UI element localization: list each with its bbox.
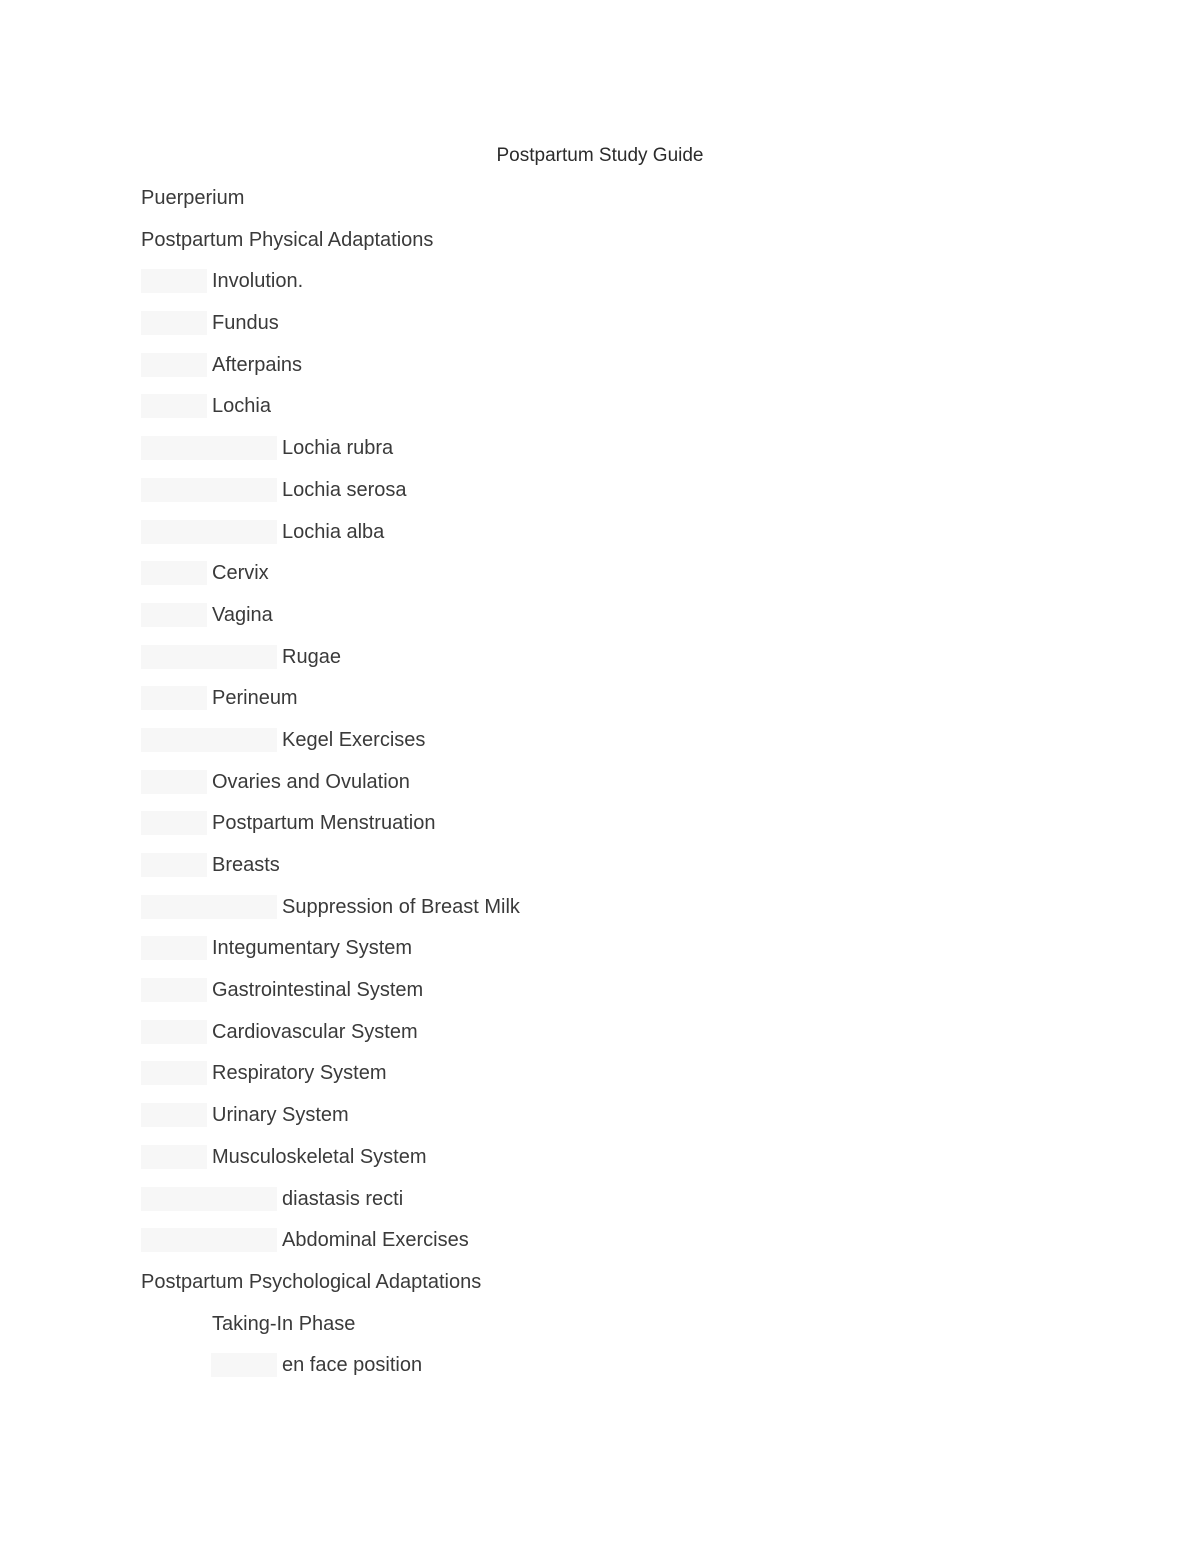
outline-item-text: Lochia serosa xyxy=(282,478,407,501)
outline-item xyxy=(141,894,1041,936)
outline-item xyxy=(141,1186,1041,1228)
outline-item xyxy=(141,685,1041,727)
outline-item xyxy=(141,393,1041,435)
outline-item xyxy=(141,602,1041,644)
outline-item xyxy=(141,1144,1041,1186)
outline-item xyxy=(141,644,1041,686)
outline-item xyxy=(141,477,1041,519)
indent-shading xyxy=(211,1353,277,1377)
indent-shading xyxy=(141,1103,207,1127)
outline-item-text: Vagina xyxy=(212,603,273,626)
outline-item xyxy=(141,352,1041,394)
indent-shading xyxy=(141,1228,277,1252)
indent-shading xyxy=(141,853,207,877)
outline-item-text: Postpartum Psychological Adaptations xyxy=(141,1270,482,1293)
outline-item-text: Abdominal Exercises xyxy=(282,1229,469,1252)
outline-item xyxy=(141,1019,1041,1061)
outline-item-text: Involution. xyxy=(212,270,304,293)
outline-item-text: Lochia xyxy=(212,395,271,418)
outline-item-text: Respiratory System xyxy=(212,1062,387,1085)
indent-shading xyxy=(141,520,277,544)
outline-item xyxy=(141,1102,1041,1144)
outline-item xyxy=(141,227,1041,269)
indent-shading xyxy=(141,1020,207,1044)
outline-item xyxy=(141,1352,1041,1394)
indent-shading xyxy=(141,603,207,627)
outline-item-text: Perineum xyxy=(212,687,298,710)
outline-item xyxy=(141,810,1041,852)
outline-item-text: Lochia alba xyxy=(282,520,385,543)
outline-list xyxy=(141,185,1041,1394)
outline-item-text: Puerperium xyxy=(141,187,245,209)
indent-shading xyxy=(141,645,277,669)
indent-shading xyxy=(141,811,207,835)
indent-shading xyxy=(141,269,207,293)
outline-item-text: Postpartum Physical Adaptations xyxy=(141,228,434,251)
outline-item xyxy=(141,1060,1041,1102)
outline-item xyxy=(141,727,1041,769)
outline-item-text: Integumentary System xyxy=(212,937,413,960)
indent-shading xyxy=(141,1061,207,1085)
outline-item-text: Rugae xyxy=(282,645,341,668)
indent-shading xyxy=(141,394,207,418)
indent-shading xyxy=(141,561,207,585)
outline-item-text: Musculoskeletal System xyxy=(212,1145,427,1168)
outline-item-text: Suppression of Breast Milk xyxy=(282,895,520,918)
indent-shading xyxy=(141,686,207,710)
outline-item-text: Postpartum Menstruation xyxy=(212,812,436,835)
indent-shading xyxy=(141,978,207,1002)
outline-item xyxy=(141,852,1041,894)
outline-item xyxy=(141,1311,1041,1353)
indent-shading xyxy=(141,895,277,919)
indent-shading xyxy=(141,436,277,460)
outline-item-text: Gastrointestinal System xyxy=(212,979,424,1002)
outline-item xyxy=(141,268,1041,310)
indent-shading xyxy=(141,936,207,960)
outline-item-text: Lochia rubra xyxy=(282,437,394,460)
outline-item-text: Kegel Exercises xyxy=(282,728,426,751)
outline-item-text: Urinary System xyxy=(212,1104,349,1127)
outline-item-text: Cervix xyxy=(212,562,269,585)
indent-shading xyxy=(141,728,277,752)
indent-shading xyxy=(141,478,277,502)
page-title: Postpartum Study Guide xyxy=(496,145,704,166)
outline-item-text: Afterpains xyxy=(212,353,303,376)
outline-item xyxy=(141,1227,1041,1269)
outline-item-text: Breasts xyxy=(212,854,280,876)
indent-shading xyxy=(141,353,207,377)
outline-item-text: diastasis recti xyxy=(282,1187,404,1210)
outline-item xyxy=(141,769,1041,811)
outline-item-text: Ovaries and Ovulation xyxy=(212,770,410,793)
outline-item xyxy=(141,435,1041,477)
indent-shading xyxy=(141,770,207,794)
outline-item-text: Fundus xyxy=(212,312,279,335)
outline-item xyxy=(141,519,1041,561)
outline-item xyxy=(141,310,1041,352)
outline-item xyxy=(141,1269,1041,1311)
outline-item-text: Cardiovascular System xyxy=(212,1020,418,1043)
outline-item xyxy=(141,560,1041,602)
indent-shading xyxy=(141,1145,207,1169)
indent-shading xyxy=(141,1187,277,1211)
outline-item xyxy=(141,185,1041,227)
outline-item-text: en face position xyxy=(282,1354,423,1377)
indent-shading xyxy=(141,311,207,335)
outline-item-text: Taking-In Phase xyxy=(212,1312,356,1335)
outline-item xyxy=(141,935,1041,977)
outline-item xyxy=(141,977,1041,1019)
